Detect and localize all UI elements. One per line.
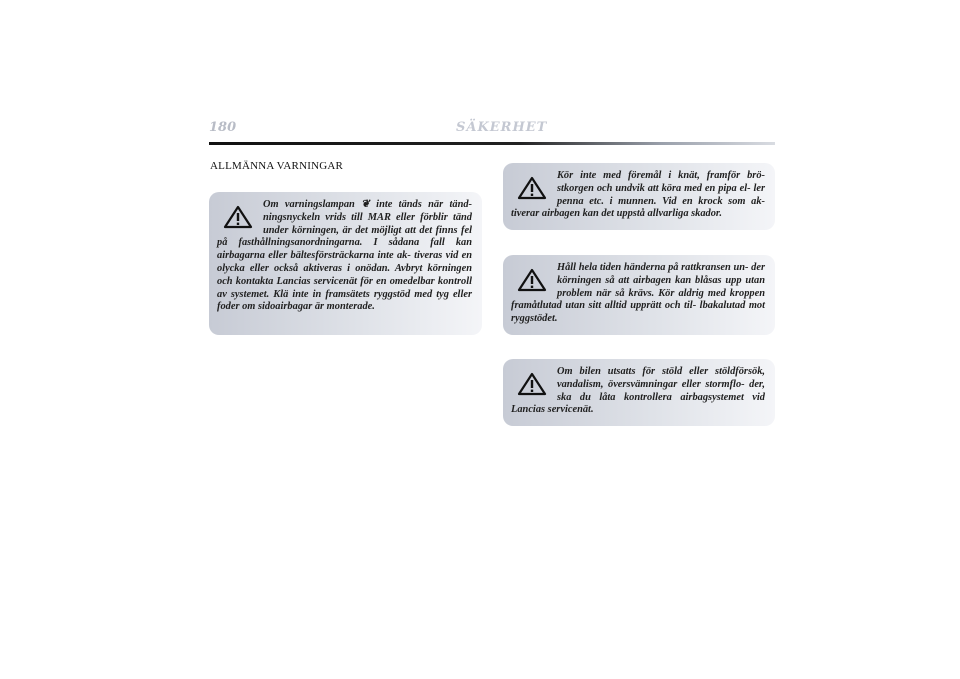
warning-triangle-icon: [223, 205, 253, 229]
warning-text: Om bilen utsatts för stöld eller stöldförsök, vandalism, översvämningar eller stormflo- der, ska du låta kontrollera airbagsystemet vid Lancias servicenät.: [511, 366, 765, 416]
warning-text: Kör inte med föremål i knät, framför brö- stkorgen och undvik att köra med en pipa el- ler penna etc. i munnen. Vid en krock som ak- tiverar airbagen kan det uppstå allvarliga skador.: [511, 170, 765, 220]
section-heading: ALLMÄNNA VARNINGAR: [210, 160, 344, 172]
warning-box-objects: [503, 163, 775, 230]
warning-text: Håll hela tiden händerna på rattkransen un- der körningen så att airbagen kan blåsas upp utan problem när så krävs. Kör aldrig med kroppen framåtlutad utan sitt alltid upprätt och til- lbakalutad mot ryggstödet.: [511, 262, 765, 325]
warning-box-hands: [503, 255, 775, 335]
header-rule: [209, 142, 775, 145]
warning-triangle-icon: [517, 372, 547, 396]
warning-text: Om varningslampan ❦ inte tänds när tänd- ningsnyckeln vrids till MAR eller förblir tänd under körningen, är det möjligt att det finns fel på fasthållningsanordningarna. I sådana fall kan airbagarna eller bältesförsträckarna inte ak- tiveras vid en olycka eller också aktiveras i onödan. Avbryt körningen och kontakta Lancias servicenät för en omedelbar kontroll av systemet. Klä inte in framsätets ryggstöd med tyg eller foder om sidoairbagar är monterade.: [217, 199, 472, 313]
page-header: [209, 120, 775, 144]
warning-triangle-icon: [517, 268, 547, 292]
page-number: 180: [209, 120, 237, 135]
warning-triangle-icon: [517, 176, 547, 200]
section-title: SÄKERHET: [456, 120, 548, 135]
warning-box-theft: [503, 359, 775, 426]
warning-box-lamp: [209, 192, 482, 335]
